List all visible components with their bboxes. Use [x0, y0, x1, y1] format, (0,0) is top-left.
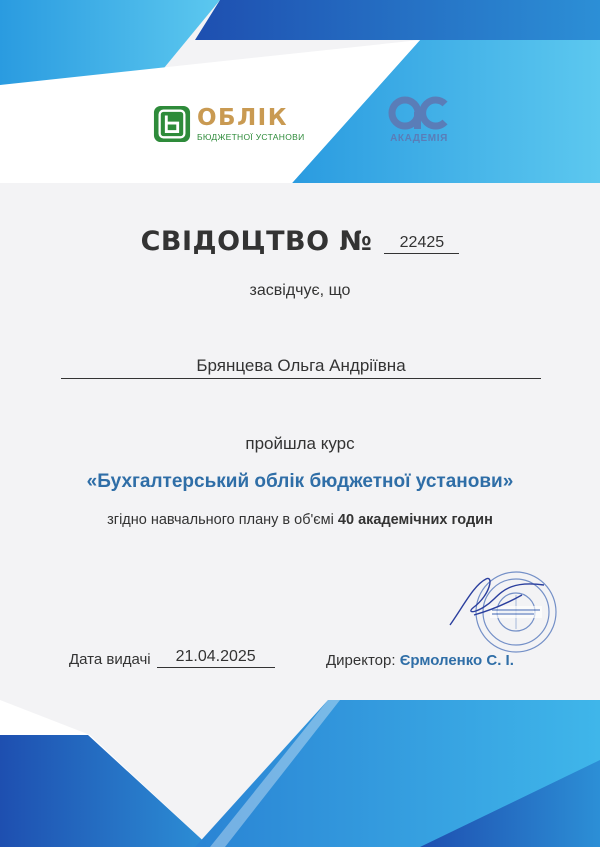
header-logos: [0, 95, 600, 155]
certificate-title-row: [0, 226, 600, 257]
certificate-number: 22425: [384, 234, 459, 254]
director-block: [326, 652, 514, 669]
oblik-logo-title: ОБЛІК: [197, 104, 289, 131]
plan-prefix: згідно навчального плану в об'ємі: [107, 512, 334, 528]
course-title: «Бухгалтерський облік бюджетної установи»: [86, 471, 514, 492]
issue-date-block: [69, 648, 275, 668]
certifies-text: засвідчує, що: [249, 282, 351, 299]
stamp-signature: [444, 565, 564, 660]
oblik-logo-subtitle: БЮДЖЕТНОЇ УСТАНОВИ: [197, 131, 305, 142]
recipient-name: Брянцева Ольга Андріївна: [61, 356, 541, 379]
oblik-logo-icon: [153, 105, 191, 143]
academy-logo: [384, 95, 454, 144]
certificate-title: СВІДОЦТВО №: [140, 226, 373, 257]
issue-date-label: Дата видачі: [69, 651, 151, 668]
plan-text: [0, 512, 600, 528]
completed-text: пройшла курс: [245, 434, 355, 453]
oblik-logo: [153, 105, 305, 143]
academy-logo-icon: [387, 95, 451, 131]
director-label: Директор:: [326, 652, 396, 669]
director-name: Єрмоленко С. І.: [399, 652, 514, 669]
issue-date-value: 21.04.2025: [157, 648, 275, 668]
academy-logo-word: АКАДЕМІЯ: [390, 133, 448, 144]
plan-hours: 40 академічних годин: [337, 512, 493, 528]
